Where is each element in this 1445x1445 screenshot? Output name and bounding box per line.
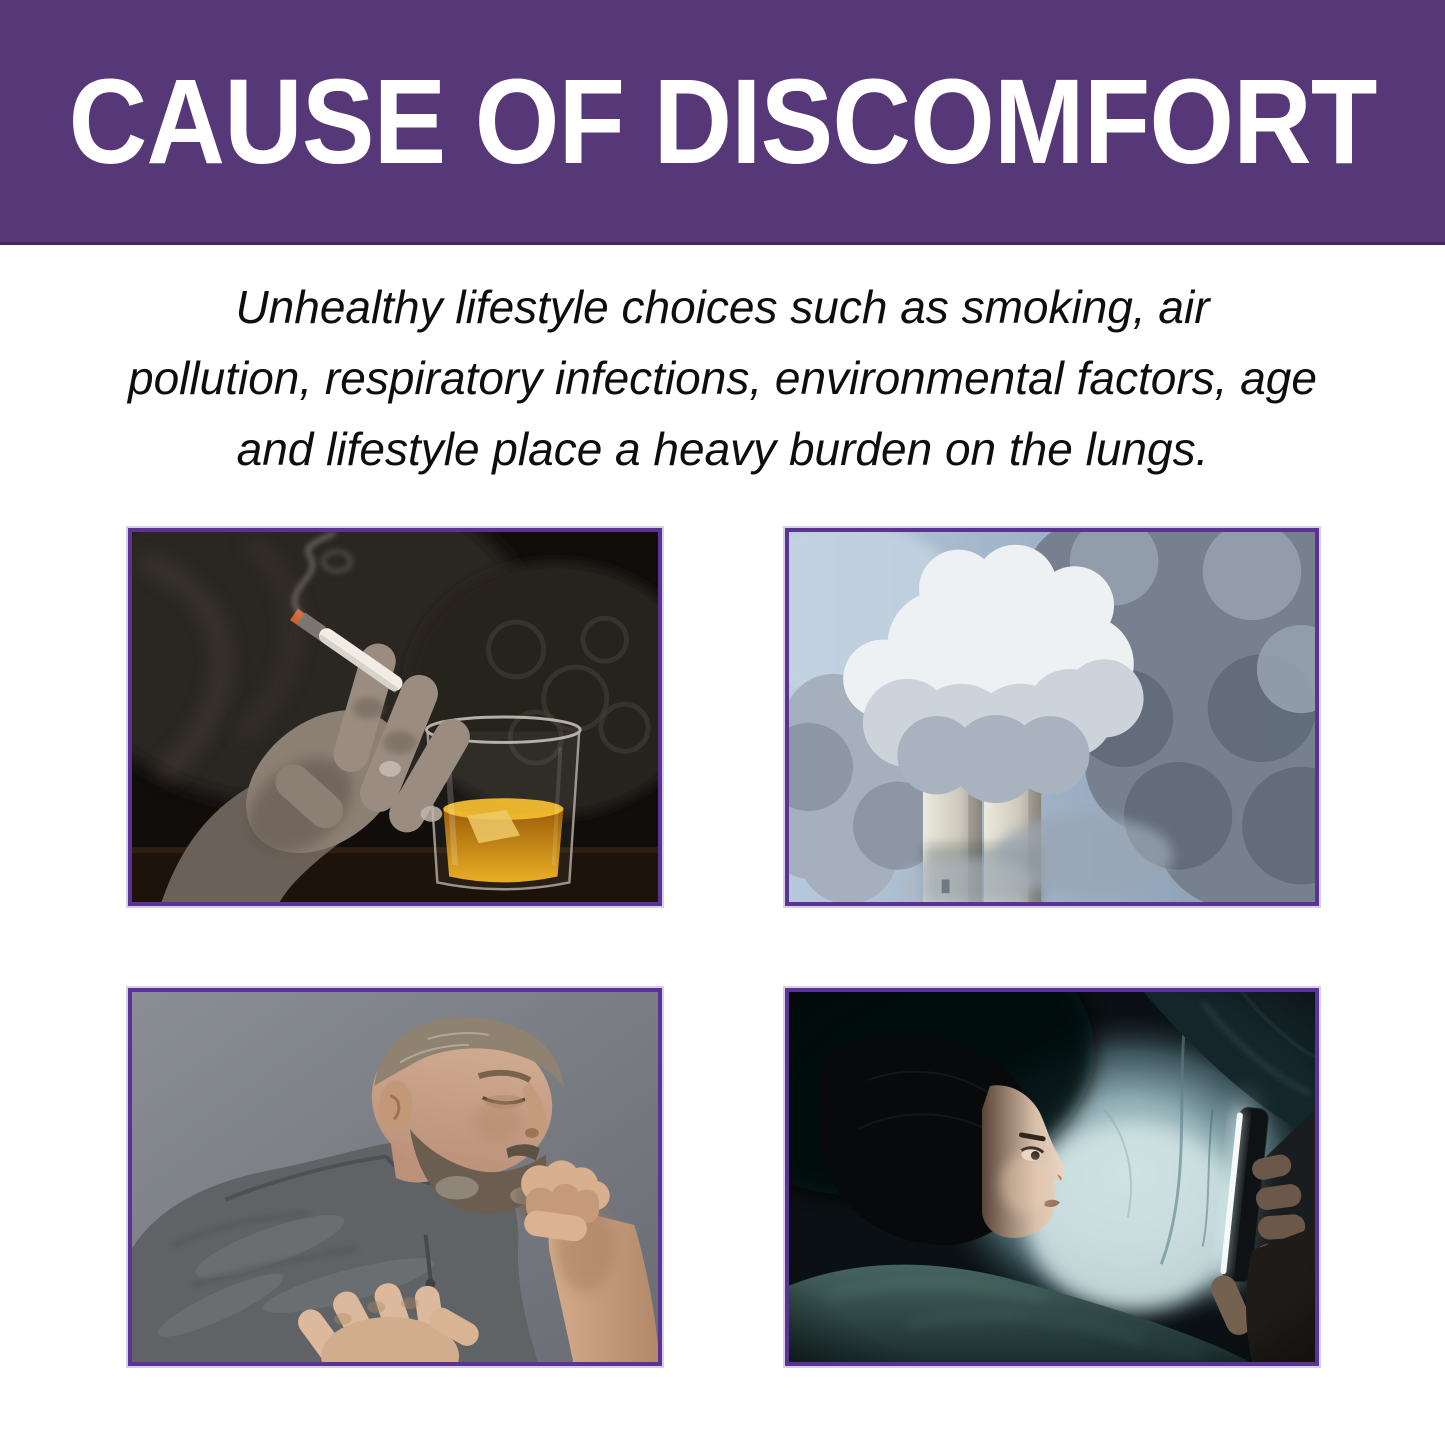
intro-paragraph <box>0 272 1445 485</box>
industrial-smoke-illustration <box>789 532 1315 902</box>
man-coughing-photo <box>128 988 662 1366</box>
intro-line-2: pollution, respiratory infections, environmental factors, age <box>128 352 1317 404</box>
phone-in-bed-at-night-photo <box>785 988 1319 1366</box>
coughing-man-illustration <box>132 992 658 1362</box>
smoking-and-alcohol-illustration <box>132 532 658 902</box>
page-title: CAUSE OF DISCOMFORT <box>68 53 1377 189</box>
intro-line-1: Unhealthy lifestyle choices such as smoking, air <box>235 281 1210 333</box>
night-phone-illustration <box>789 992 1315 1362</box>
smoking-and-alcohol-photo <box>128 528 662 906</box>
header-banner <box>0 0 1445 245</box>
industrial-smoke-pollution-photo <box>785 528 1319 906</box>
intro-line-3: and lifestyle place a heavy burden on the lungs. <box>236 423 1209 475</box>
